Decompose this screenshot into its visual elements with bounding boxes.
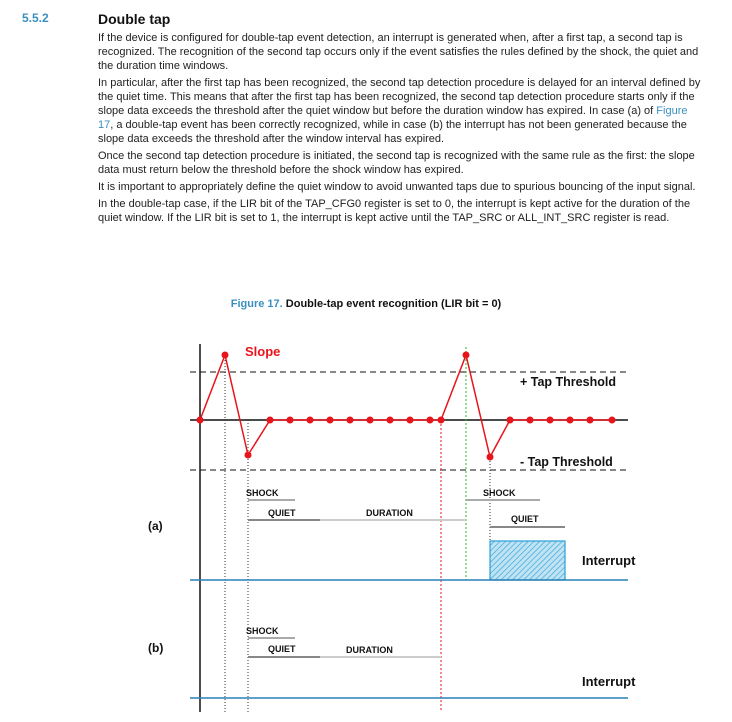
paragraph-5: In the double-tap case, if the LIR bit of the TAP_CFG0 register is set to 0, the interrupt is kept active for the duration of the quiet window. If the LIR bit is set to 1, the interrupt is kept active until the TAP_SRC or ALL_INT_SRC register is read.	[98, 198, 691, 224]
duration-label-a: DURATION	[366, 508, 413, 518]
interrupt-pulse-a	[490, 541, 565, 580]
section-number: 5.5.2	[22, 11, 49, 25]
shock-label-a2: SHOCK	[483, 488, 516, 498]
slope-points	[197, 352, 616, 461]
interrupt-label-b: Interrupt	[582, 674, 636, 689]
case-a-label: (a)	[148, 519, 163, 533]
shock-label-a1: SHOCK	[246, 488, 279, 498]
quiet-label-b: QUIET	[268, 644, 296, 654]
plus-threshold-label: + Tap Threshold	[520, 375, 616, 389]
duration-label-b: DURATION	[346, 645, 393, 655]
slope-signal	[200, 355, 612, 457]
section-title: Double tap	[98, 11, 171, 27]
paragraph-4: It is important to appropriately define the quiet window to avoid unwanted taps due to spurious bouncing of the input signal.	[98, 181, 696, 193]
slope-label: Slope	[245, 344, 281, 359]
shock-label-b: SHOCK	[246, 626, 279, 636]
paragraph-2-part-2: defined by the quiet time. This means that after the first tap has been recognized, the second tap detection procedure starts only if the slope data exceeds the threshold after the quiet window but before the duration window has expired. In case (a) of	[98, 77, 701, 117]
figure-number: Figure 17.	[230, 298, 283, 310]
figure-17-link[interactable]: Figure 17	[98, 105, 688, 131]
minus-threshold-label: - Tap Threshold	[520, 455, 613, 469]
paragraph-2-part-1: In particular, after the first tap has been recognized, the second tap detection procedure is delayed for an interval	[98, 77, 647, 89]
interrupt-label-a: Interrupt	[582, 553, 636, 568]
quiet-label-a2: QUIET	[511, 514, 539, 524]
case-b-label: (b)	[148, 641, 164, 655]
paragraph-2-part-3: , a double-tap event has been correctly recognized, while in case (b) the interrupt has not been generated because the slope data exceeds the threshold after the window interval has expired.	[98, 119, 687, 145]
paragraph-3: Once the second tap detection procedure is initiated, the second tap is recognized with the same rule as the first: the slope data must return below the threshold before the shock window has expired.	[98, 150, 695, 176]
figure-title: Double-tap event recognition (LIR bit = 0)	[285, 298, 502, 310]
paragraph-1: If the device is configured for double-tap event detection, an interrupt is generated when, after a first tap, a second tap is recognized. The recognition of the second tap occurs only if the event satisfies the rules defined by the shock, the quiet and the duration time windows.	[98, 32, 699, 72]
quiet-label-a: QUIET	[268, 508, 296, 518]
